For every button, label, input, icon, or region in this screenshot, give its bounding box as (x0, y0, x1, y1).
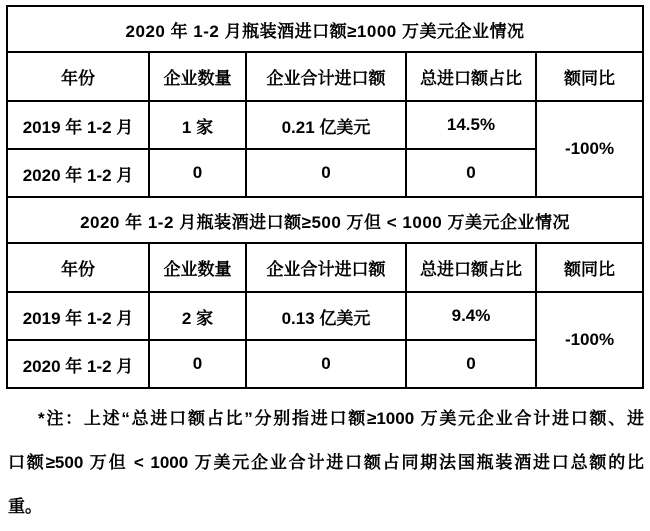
footnote (8, 397, 644, 529)
table2-2019-share: 9.4% (406, 292, 536, 340)
footnote-line-1: *注：上述“总进口额占比”分别指进口额≥1000 万美元企业合计进口额、进 (38, 409, 644, 428)
table2-header-total-import: 企业合计进口额 (246, 243, 406, 292)
document (0, 5, 650, 531)
table2-yoy-value: -100% (536, 292, 643, 388)
table1-2020-share: 0 (406, 149, 536, 197)
table2-2019-year: 2019 年 1-2 月 (7, 292, 149, 340)
table1-title: 2020 年 1-2 月瓶装酒进口额≥1000 万美元企业情况 (7, 6, 643, 52)
table1-yoy-value: -100% (536, 101, 643, 197)
table2-2019-company-count: 2 家 (149, 292, 246, 340)
table1-header-company-count: 企业数量 (149, 52, 246, 101)
table1-header-row (7, 52, 643, 101)
table2-row-2019 (7, 292, 643, 340)
table1-2019-total-import: 0.21 亿美元 (246, 101, 406, 149)
table1-header-total-import: 企业合计进口额 (246, 52, 406, 101)
table1-2019-company-count: 1 家 (149, 101, 246, 149)
table2-2019-total-import: 0.13 亿美元 (246, 292, 406, 340)
table2-2020-share: 0 (406, 340, 536, 388)
wine-import-report-table (6, 5, 644, 389)
table1-title-row (7, 6, 643, 52)
footnote-line-3: 重。 (8, 497, 42, 516)
table2-title-row (7, 197, 643, 243)
table2-header-share: 总进口额占比 (406, 243, 536, 292)
table2-header-company-count: 企业数量 (149, 243, 246, 292)
table1-header-share: 总进口额占比 (406, 52, 536, 101)
table1-2020-year: 2020 年 1-2 月 (7, 149, 149, 197)
table1-row-2019 (7, 101, 643, 149)
table2-header-yoy: 额同比 (536, 243, 643, 292)
table2-2020-year: 2020 年 1-2 月 (7, 340, 149, 388)
table2-header-year: 年份 (7, 243, 149, 292)
table1-2019-share: 14.5% (406, 101, 536, 149)
table1-2020-company-count: 0 (149, 149, 246, 197)
table1-2020-total-import: 0 (246, 149, 406, 197)
table2-2020-company-count: 0 (149, 340, 246, 388)
footnote-line-2: 口额≥500 万但 < 1000 万美元企业合计进口额占同期法国瓶装酒进口总额的比 (8, 453, 644, 472)
table2-header-row (7, 243, 643, 292)
table1-2019-year: 2019 年 1-2 月 (7, 101, 149, 149)
table2-2020-total-import: 0 (246, 340, 406, 388)
table1-header-yoy: 额同比 (536, 52, 643, 101)
table2-title: 2020 年 1-2 月瓶装酒进口额≥500 万但 < 1000 万美元企业情况 (7, 197, 643, 243)
table1-header-year: 年份 (7, 52, 149, 101)
